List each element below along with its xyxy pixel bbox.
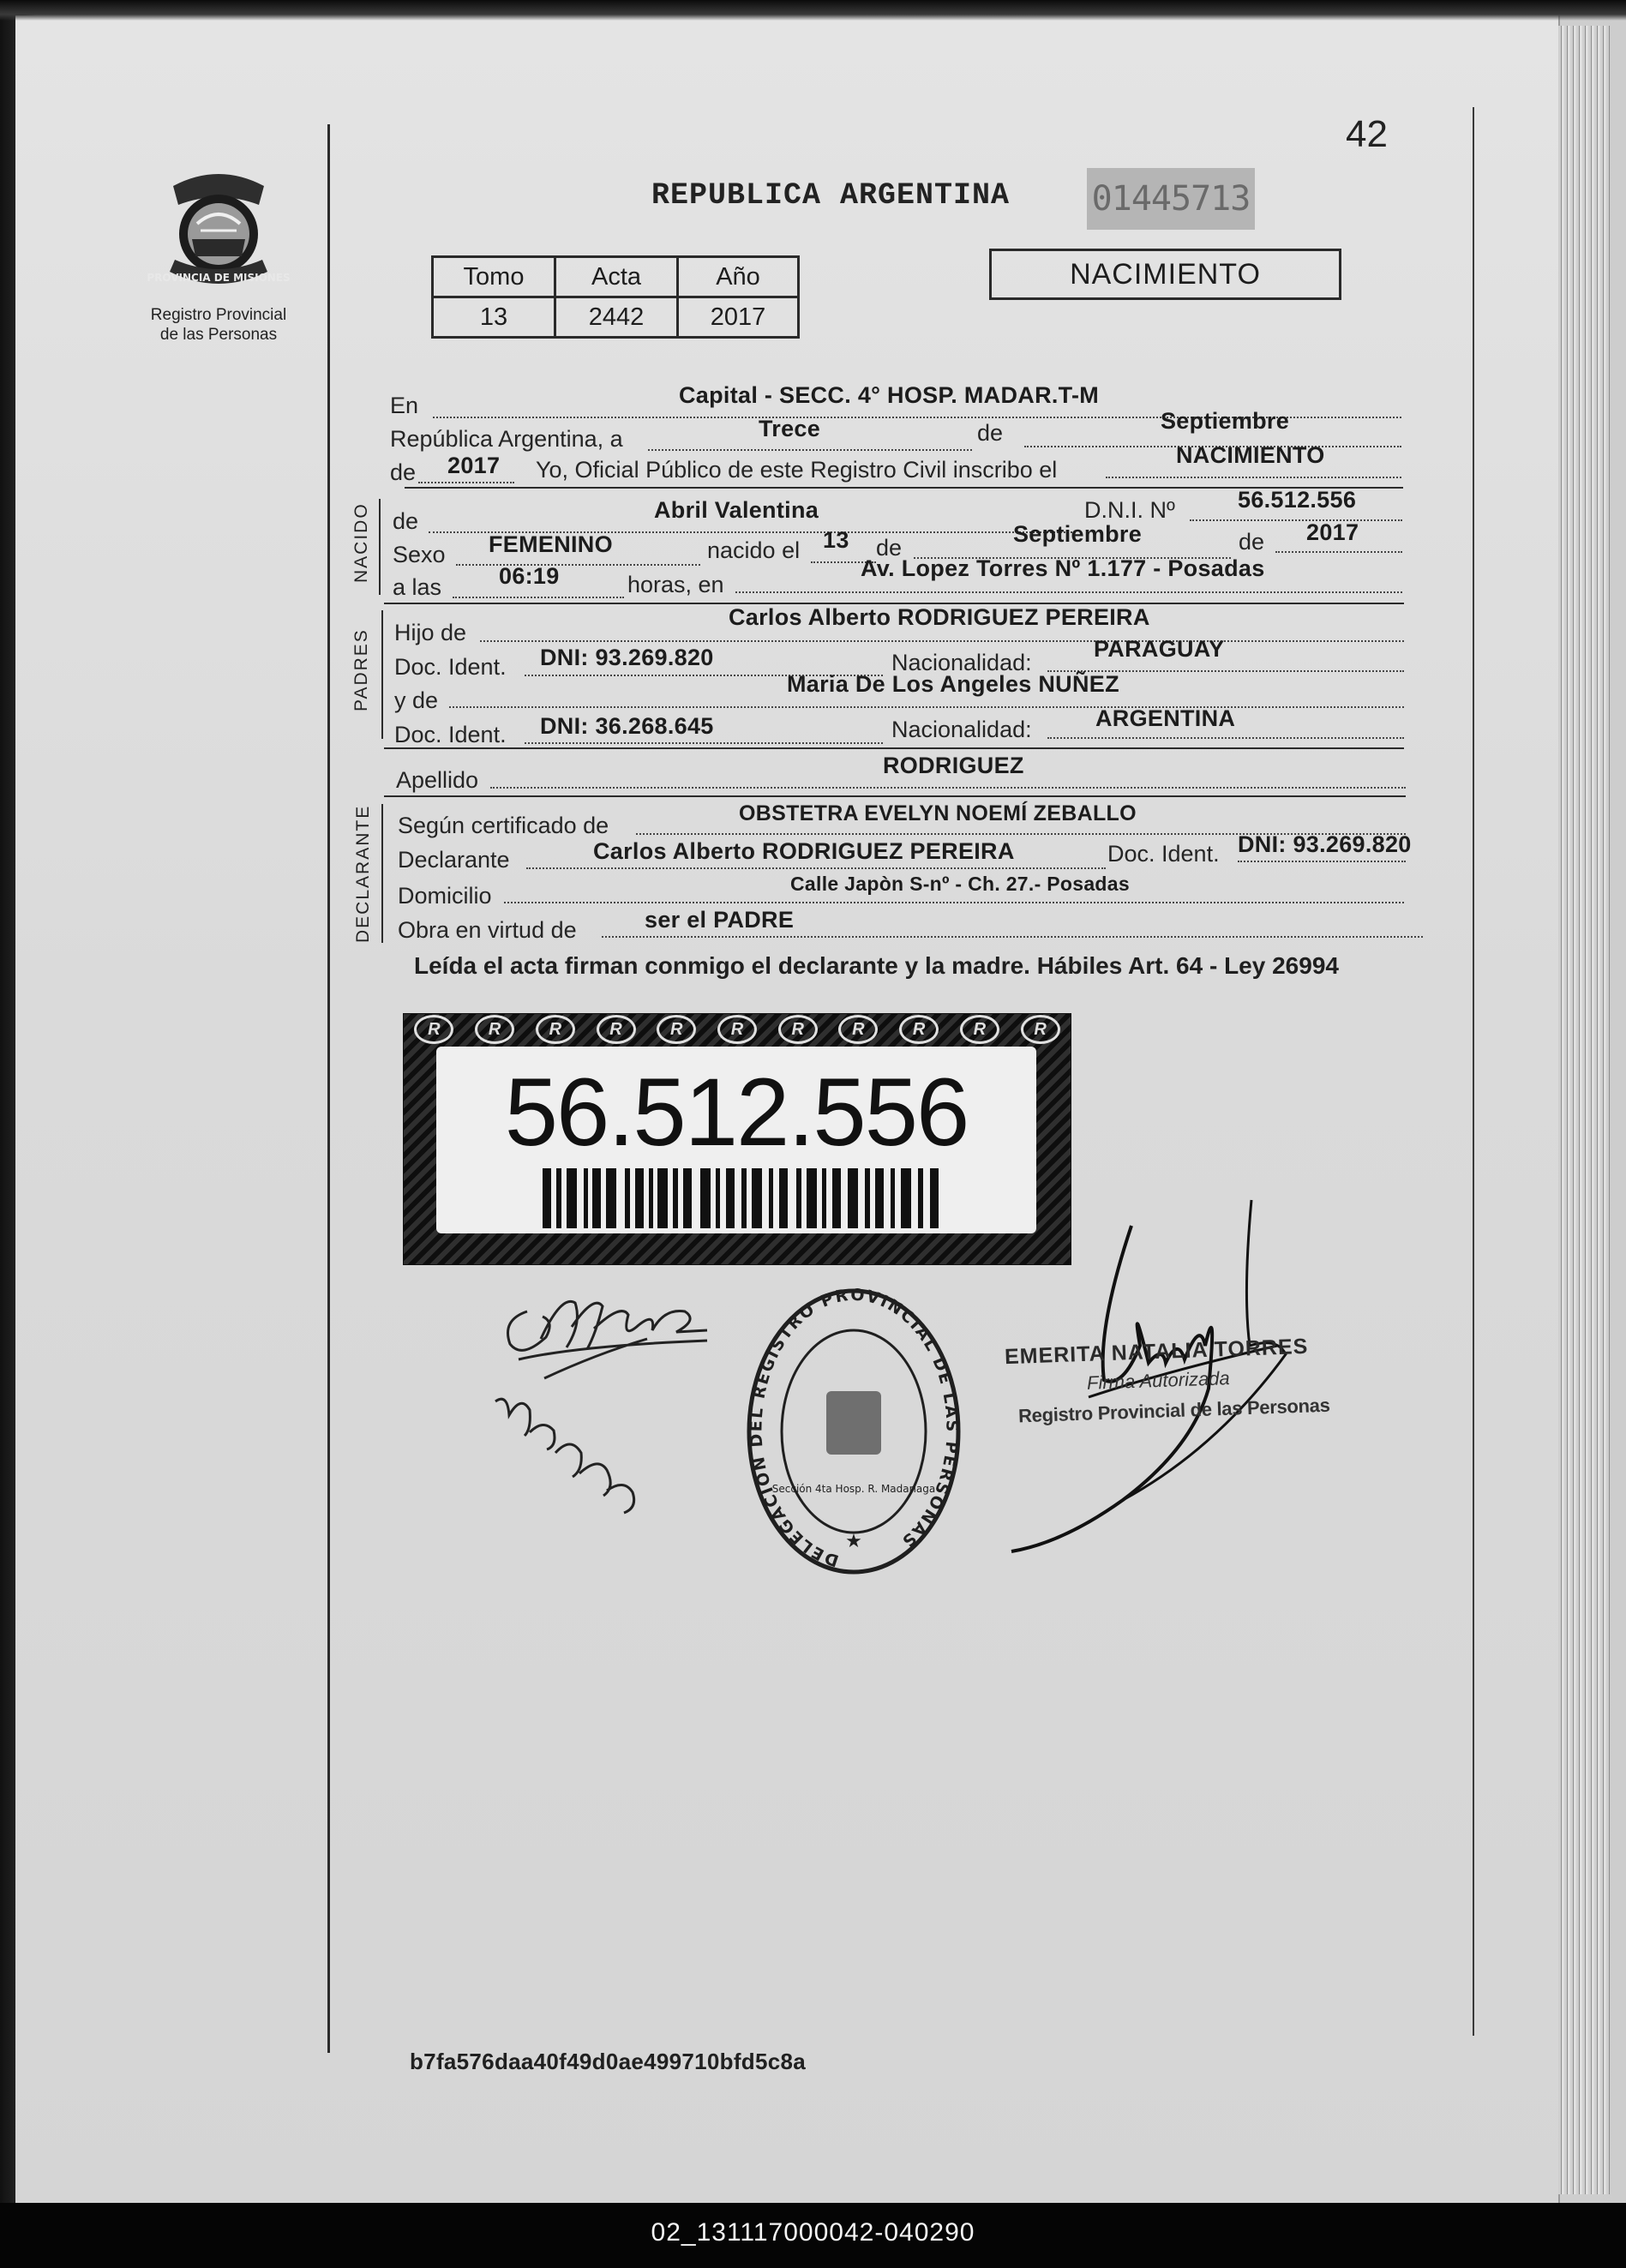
- tomo-value: 13: [433, 297, 555, 338]
- dotted-line: [526, 867, 1106, 869]
- dotted-line: [480, 640, 1404, 642]
- en-label: En: [390, 393, 419, 418]
- day-value: Trece: [759, 416, 821, 441]
- acta-header: Acta: [555, 257, 678, 297]
- birth-month-value: Septiembre: [1013, 521, 1143, 547]
- father-nat-value: PARAGUAY: [1094, 636, 1225, 662]
- logo-caption: [129, 305, 309, 345]
- mother-doc-label: Doc. Ident.: [394, 722, 507, 747]
- domicilio-label: Domicilio: [398, 883, 492, 909]
- dotted-line: [449, 706, 1404, 708]
- mother-signature: [487, 1384, 658, 1521]
- dotted-line: [453, 597, 624, 598]
- province-emblem-icon: [147, 167, 291, 296]
- sexo-label: Sexo: [393, 542, 446, 567]
- sticker-mark-row: [404, 1014, 1071, 1045]
- document-hash: b7fa576daa40f49d0ae499710bfd5c8a: [410, 2049, 807, 2074]
- logo-caption-line-1: Registro Provincial: [150, 306, 287, 324]
- section-bracket: [381, 804, 383, 943]
- child-name-value: Abril Valentina: [654, 497, 819, 523]
- padres-section-label: PADRES: [351, 628, 371, 711]
- registered-mark-icon: R: [475, 1015, 514, 1044]
- logo-caption-line-2: de las Personas: [159, 326, 278, 344]
- yo-label: Yo, Oficial Público de este Registro Civil inscribo el: [536, 457, 1058, 483]
- mother-doc-value: DNI: 36.268.645: [540, 713, 714, 739]
- father-doc-value: DNI: 93.269.820: [540, 645, 714, 670]
- dni-label: D.N.I. Nº: [1084, 497, 1175, 523]
- birth-place-value: Av. Lopez Torres Nº 1.177 - Posadas: [861, 555, 1265, 581]
- declarante-section-label: DECLARANTE: [353, 804, 373, 943]
- segun-value: OBSTETRA EVELYN NOEMÍ ZEBALLO: [739, 801, 1137, 825]
- nacido-section-label: NACIDO: [351, 502, 371, 583]
- dotted-line: [1275, 551, 1402, 553]
- month-value: Septiembre: [1161, 408, 1290, 434]
- child-dni-value: 56.512.556: [1238, 487, 1357, 513]
- inscribo-value: NACIMIENTO: [1176, 442, 1325, 468]
- hijo-label: Hijo de: [394, 620, 467, 645]
- top-shadow: [0, 0, 1626, 21]
- id-number-sticker: [403, 1013, 1071, 1265]
- registered-mark-icon: R: [597, 1015, 636, 1044]
- declarante-label: Declarante: [398, 847, 510, 873]
- segun-label: Según certificado de: [398, 813, 609, 838]
- barcode-icon: [543, 1168, 947, 1228]
- ano-header: Año: [678, 257, 799, 297]
- section-bracket: [381, 610, 383, 739]
- declarant-signature: [493, 1277, 733, 1397]
- mother-nat-label: Nacionalidad:: [891, 717, 1032, 742]
- horas-label: horas, en: [627, 572, 724, 597]
- registered-mark-icon: R: [960, 1015, 999, 1044]
- section-divider: [384, 747, 1404, 749]
- section-divider: [384, 795, 1406, 797]
- nacido-de-label: de: [393, 508, 419, 534]
- a-las-label: a las: [393, 574, 442, 600]
- time-value: 06:19: [499, 563, 560, 589]
- sticker-id-number: 56.512.556: [504, 1059, 969, 1166]
- dotted-line: [1190, 519, 1402, 521]
- right-margin-line: [1473, 107, 1474, 2036]
- declarante-value: Carlos Alberto RODRIGUEZ PEREIRA: [593, 838, 1015, 864]
- republica-label: República Argentina, a: [390, 426, 623, 452]
- registered-mark-icon: R: [838, 1015, 878, 1044]
- closing-statement: Leída el acta firman conmigo el declarante y la madre. Hábiles Art. 64 - Ley 26994: [414, 952, 1339, 979]
- document-title: REPUBLICA ARGENTINA: [651, 178, 1011, 213]
- nacido-el-label: nacido el: [707, 537, 801, 563]
- birth-de2-label: de: [1239, 529, 1265, 555]
- act-type-box: NACIMIENTO: [989, 249, 1341, 300]
- sexo-value: FEMENINO: [489, 531, 613, 557]
- birth-de-label: de: [876, 535, 903, 561]
- acta-value: 2442: [555, 297, 678, 338]
- dotted-line: [525, 742, 883, 744]
- serial-number: 01445713: [1087, 168, 1255, 230]
- dotted-line: [504, 902, 1404, 903]
- apellido-label: Apellido: [396, 767, 479, 793]
- registry-stamp: [744, 1281, 963, 1581]
- dotted-line: [456, 564, 700, 566]
- domicilio-value: Calle Japòn S-nº - Ch. 27.- Posadas: [790, 873, 1130, 895]
- yde-label: y de: [394, 687, 439, 713]
- registered-mark-icon: R: [717, 1015, 757, 1044]
- stamp-outer-text: DELEGACION DEL REGISTRO PROVINCIAL DE LAS PERSONAS: [747, 1285, 962, 1570]
- registered-mark-icon: R: [414, 1015, 453, 1044]
- mother-nat-value: ARGENTINA: [1095, 705, 1236, 731]
- authority-role: Firma Autorizada: [1086, 1367, 1231, 1394]
- registered-mark-icon: R: [778, 1015, 818, 1044]
- obra-value: ser el PADRE: [645, 907, 795, 933]
- father-nat-label: Nacionalidad:: [891, 650, 1032, 675]
- logo-text: PROVINCIA DE MISIONES: [147, 272, 291, 284]
- left-margin-line: [327, 124, 330, 2053]
- dotted-line: [1106, 477, 1401, 478]
- registered-mark-icon: R: [657, 1015, 696, 1044]
- dotted-line: [1238, 861, 1406, 862]
- mother-name-value: Maria De Los Angeles NUÑEZ: [787, 671, 1119, 697]
- dotted-line: [602, 936, 1423, 938]
- reference-table: [431, 255, 800, 339]
- tomo-header: Tomo: [433, 257, 555, 297]
- dotted-line: [735, 591, 1402, 593]
- en-value: Capital - SECC. 4° HOSP. MADAR.T-M: [679, 382, 1100, 408]
- section-bracket: [379, 499, 381, 595]
- declarante-doc-label: Doc. Ident.: [1107, 841, 1220, 867]
- father-name-value: Carlos Alberto RODRIGUEZ PEREIRA: [729, 604, 1150, 630]
- star-icon: ★: [845, 1530, 862, 1551]
- dotted-line: [1047, 737, 1404, 739]
- registered-mark-icon: R: [899, 1015, 939, 1044]
- de-label: de: [977, 420, 1004, 446]
- dotted-line: [490, 787, 1406, 789]
- scan-footer-code: 02_131117000042-040290: [651, 2218, 975, 2247]
- ano-value: 2017: [678, 297, 799, 338]
- book-page-edges: [1558, 26, 1610, 2194]
- year-de-label: de: [390, 459, 417, 485]
- declarante-doc-value: DNI: 93.269.820: [1238, 831, 1412, 857]
- page-number: 42: [1346, 113, 1388, 155]
- year-value: 2017: [447, 453, 501, 478]
- obra-label: Obra en virtud de: [398, 917, 577, 943]
- birth-year-value: 2017: [1306, 519, 1359, 545]
- reference-value-row: [433, 297, 799, 338]
- reference-header-row: [433, 257, 799, 297]
- birth-day-value: 13: [823, 527, 849, 553]
- apellido-value: RODRIGUEZ: [883, 753, 1024, 778]
- registered-mark-icon: R: [1021, 1015, 1060, 1044]
- sticker-label: [436, 1047, 1036, 1233]
- province-logo: [129, 167, 309, 345]
- dotted-line: [648, 449, 972, 451]
- stamp-inner-text: Sección 4ta Hosp. R. Madariaga: [771, 1483, 936, 1495]
- dotted-line: [418, 482, 514, 483]
- registered-mark-icon: R: [536, 1015, 575, 1044]
- authority-name: EMERITA NATALIA TORRES: [1004, 1334, 1309, 1370]
- father-doc-label: Doc. Ident.: [394, 654, 507, 680]
- authority-organization: Registro Provincial de las Personas: [1017, 1394, 1330, 1427]
